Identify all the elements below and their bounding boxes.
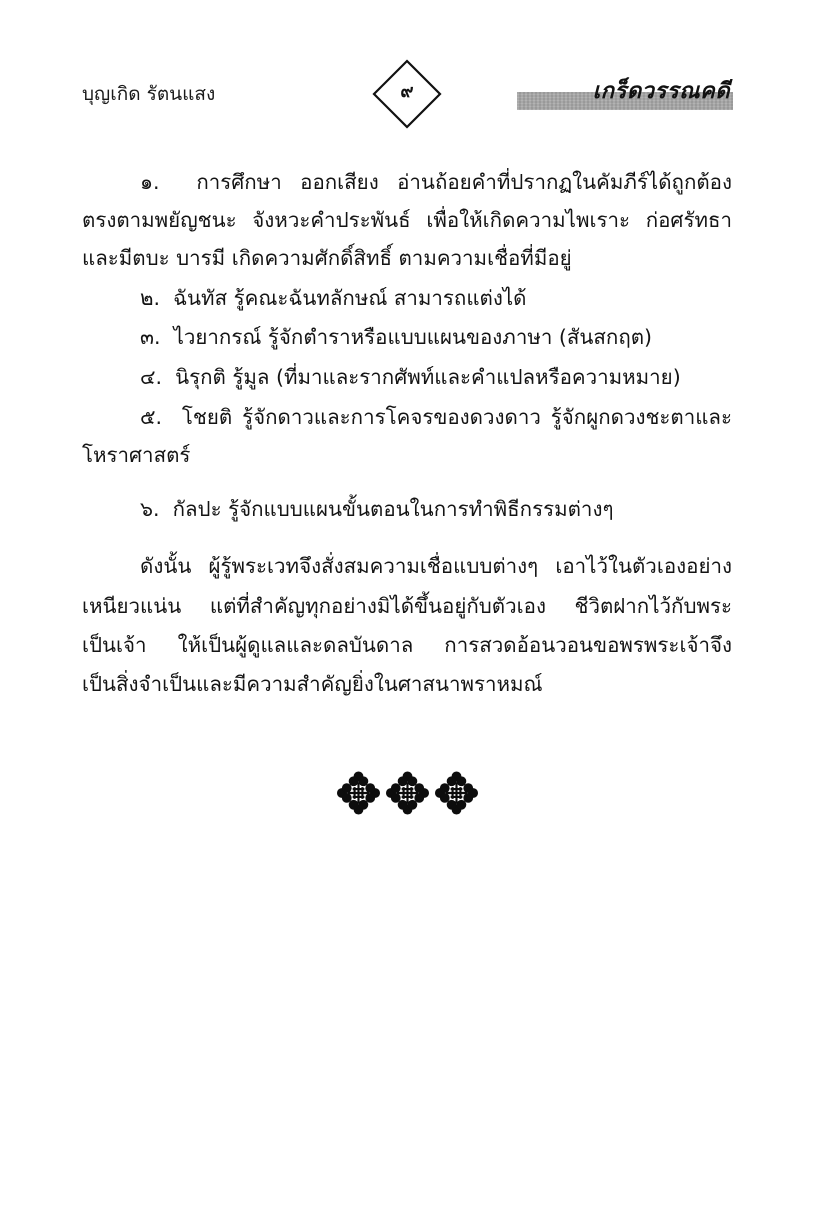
list-item-number: ๒. bbox=[140, 286, 161, 310]
list-item-2 bbox=[140, 283, 732, 313]
list-item-5-line-2: โหราศาสตร์ bbox=[82, 443, 191, 467]
list-item-text: ไวยากรณ์ รู้จักตำราหรือแบบแผนของภาษา (สันสกฤต) bbox=[173, 325, 653, 349]
list-item-3 bbox=[140, 322, 732, 352]
list-item-6 bbox=[140, 494, 732, 524]
trefoil-cross-ornament-icon bbox=[336, 770, 381, 816]
list-item-number: ๔. bbox=[140, 365, 163, 389]
list-item-text: การศึกษา ออกเสียง อ่านถ้อยคำที่ปรากฏในคัมภีร์ได้ถูกต้อง bbox=[196, 170, 732, 194]
running-header-book-title: เกร็ดวรรณคดี bbox=[592, 79, 730, 104]
conclusion-line-2: เหนียวแน่น แต่ที่สำคัญทุกอย่างมิได้ขึ้นอยู่กับตัวเอง ชีวิตฝากไว้กับพระ bbox=[82, 594, 732, 618]
list-item-5-line-1 bbox=[140, 402, 732, 432]
list-item-4 bbox=[140, 362, 732, 392]
list-item-text: นิรุกติ รู้มูล (ที่มาและรากศัพท์และคำแปลหรือความหมาย) bbox=[175, 365, 681, 389]
page-number-diamond bbox=[372, 59, 442, 129]
list-item-number: ๓. bbox=[140, 325, 161, 349]
list-item-text: ฉันทัส รู้คณะฉันทลักษณ์ สามารถแต่งได้ bbox=[173, 286, 527, 310]
list-item-number: ๑. bbox=[140, 170, 160, 194]
trefoil-cross-ornament-icon bbox=[385, 770, 430, 816]
list-item-1-line-1 bbox=[140, 167, 732, 197]
conclusion-line-3: เป็นเจ้า ให้เป็นผู้ดูแลและดลบันดาล การสวดอ้อนวอนขอพรพระเจ้าจึง bbox=[82, 633, 732, 657]
conclusion-line-4: เป็นสิ่งจำเป็นและมีความสำคัญยิ่งในศาสนาพราหมณ์ bbox=[82, 672, 543, 696]
list-item-1-line-2: ตรงตามพยัญชนะ จังหวะคำประพันธ์ เพื่อให้เกิดความไพเราะ ก่อศรัทธา bbox=[82, 208, 732, 232]
list-item-text: กัลปะ รู้จักแบบแผนขั้นตอนในการทำพิธีกรรมต่างๆ bbox=[172, 497, 614, 521]
list-item-1-line-3: และมีตบะ บารมี เกิดความศักดิ์สิทธิ์ ตามความเชื่อที่มีอยู่ bbox=[82, 246, 572, 270]
running-header-author: บุญเกิด รัตนแสง bbox=[82, 83, 216, 105]
page-number: ๙ bbox=[400, 81, 414, 102]
section-end-ornament bbox=[336, 770, 480, 816]
trefoil-cross-ornament-icon bbox=[434, 770, 479, 816]
list-item-text: โชยติ รู้จักดาวและการโคจรของดวงดาว รู้จักผูกดวงชะตาและ bbox=[181, 405, 732, 429]
list-item-number: ๖. bbox=[140, 497, 160, 521]
list-item-number: ๕. bbox=[140, 405, 163, 429]
conclusion-line-1: ดังนั้น ผู้รู้พระเวทจึงสั่งสมความเชื่อแบบต่างๆ เอาไว้ในตัวเองอย่าง bbox=[140, 554, 732, 578]
